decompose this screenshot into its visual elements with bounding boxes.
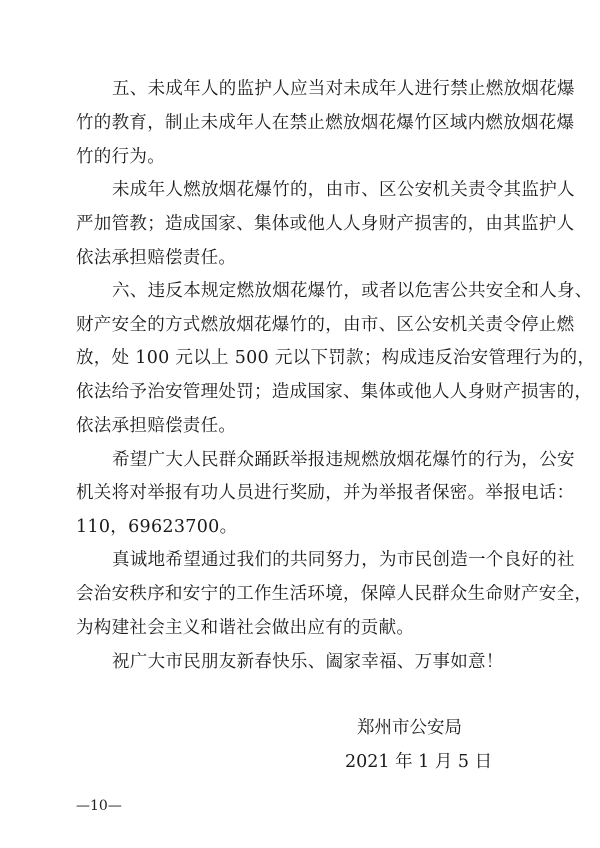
paragraph-2-line-2: 严加管教；造成国家、集体或他人人身财产损害的，由其监护人: [76, 214, 575, 234]
paragraph-3-line-1: 六、违反本规定燃放烟花爆竹，或者以危害公共安全和人身、: [112, 281, 593, 301]
paragraph-3-line-5: 依法承担赔偿责任。: [76, 416, 237, 436]
paragraph-4-line-3: 110，69623700。: [76, 517, 238, 537]
paragraph-5-line-3: 为构建社会主义和谐社会做出应有的贡献。: [76, 618, 415, 638]
paragraph-6-line-1: 祝广大市民朋友新春快乐、阖家幸福、万事如意！: [112, 652, 504, 672]
paragraph-2-line-1: 未成年人燃放烟花爆竹的，由市、区公安机关责令其监护人: [112, 180, 575, 200]
paragraph-4-line-2: 机关将对举报有功人员进行奖励，并为举报者保密。举报电话：: [76, 483, 575, 503]
page-number: —10—: [76, 798, 122, 814]
paragraph-3-line-2: 财产安全的方式燃放烟花爆竹的，由市、区公安机关责令停止燃: [76, 315, 575, 335]
paragraph-1-line-1: 五、未成年人的监护人应当对未成年人进行禁止燃放烟花爆: [112, 79, 575, 99]
paragraph-3-line-4: 依法给予治安管理处罚；造成国家、集体或他人人身财产损害的，: [76, 382, 593, 402]
paragraph-2-line-3: 依法承担赔偿责任。: [76, 248, 237, 268]
signature-organization: 郑州市公安局: [357, 718, 462, 738]
paragraph-5-line-2: 会治安秩序和安宁的工作生活环境，保障人民群众生命财产安全，: [76, 584, 593, 604]
paragraph-1-line-2: 竹的教育，制止未成年人在禁止燃放烟花爆竹区域内燃放烟花爆: [76, 113, 575, 133]
paragraph-5-line-1: 真诚地希望通过我们的共同努力，为市民创造一个良好的社: [112, 550, 575, 570]
paragraph-3-line-3: 放，处 100 元以上 500 元以下罚款；构成违反治安管理行为的，: [76, 348, 596, 368]
paragraph-4-line-1: 希望广大人民群众踊跃举报违规燃放烟花爆竹的行为，公安: [112, 450, 575, 470]
signature-date: 2021 年 1 月 5 日: [345, 752, 493, 772]
paragraph-1-line-3: 竹的行为。: [76, 147, 165, 167]
